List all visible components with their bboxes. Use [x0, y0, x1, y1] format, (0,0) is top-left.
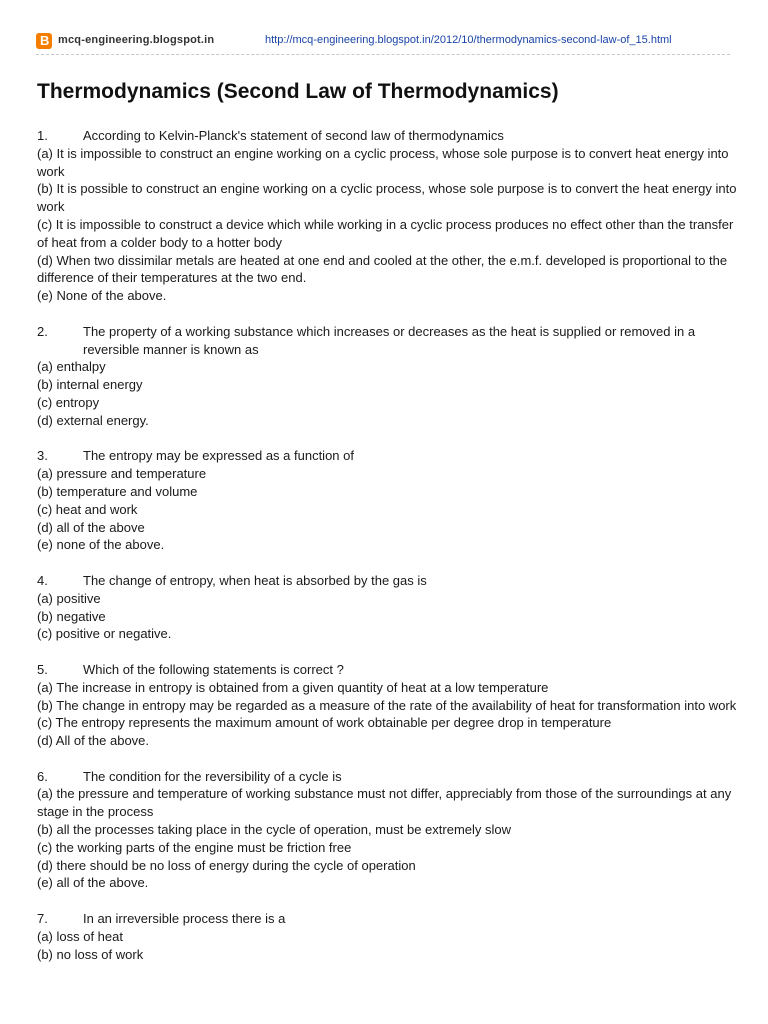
question-text: The condition for the reversibility of a cycle is — [83, 768, 342, 784]
answer-option: (a) The increase in entropy is obtained from a given quantity of heat at a low temperature — [37, 679, 549, 695]
question-text: The entropy may be expressed as a function of — [83, 448, 354, 464]
answer-option: (c) The entropy represents the maximum amount of work obtainable per degree drop in temperature — [37, 715, 612, 731]
answer-option: (b) It is possible to construct an engine working on a cyclic process, whose sole purpose is to convert the heat energy into work — [37, 181, 737, 215]
answer-option: (d) there should be no loss of energy during the cycle of operation — [37, 857, 416, 873]
question-stem — [37, 910, 737, 928]
question-list — [37, 127, 737, 981]
answer-option: (c) It is impossible to construct a device which while working in a cyclic process produces no effect other than the transfer of heat from a colder body to a hotter body — [37, 216, 734, 250]
answer-option: (b) temperature and volume — [37, 483, 198, 499]
question-number: 3. — [37, 448, 48, 464]
question-stem — [37, 572, 737, 590]
answer-option: (a) enthalpy — [37, 359, 106, 375]
answer-option: (e) none of the above. — [37, 537, 165, 553]
question-stem — [37, 127, 737, 145]
answer-option: (a) loss of heat — [37, 928, 123, 944]
page-header — [36, 30, 730, 55]
question-block — [37, 768, 737, 893]
question-number: 6. — [37, 768, 48, 784]
question-stem — [37, 323, 737, 359]
answer-option: (b) internal energy — [37, 377, 143, 393]
answer-option: (b) The change in entropy may be regarded as a measure of the rate of the availability of heat for transformation into work — [37, 697, 737, 713]
question-stem — [37, 768, 737, 786]
question-text: According to Kelvin-Planck's statement of second law of thermodynamics — [83, 128, 504, 143]
question-text: The property of a working substance which increases or decreases as the heat is supplied or removed in a reversible manner is known as — [83, 323, 696, 357]
page-title: Thermodynamics (Second Law of Thermodynamics) — [37, 80, 559, 103]
site-name: mcq-engineering.blogspot.in — [58, 34, 215, 46]
question-block — [37, 323, 737, 430]
question-block — [37, 910, 737, 963]
question-stem — [37, 661, 737, 679]
answer-option: (c) the working parts of the engine must be friction free — [37, 839, 352, 855]
answer-option: (a) positive — [37, 590, 101, 606]
answer-option: (d) external energy. — [37, 412, 149, 428]
question-number: 7. — [37, 911, 48, 927]
answer-option: (b) no loss of work — [37, 946, 144, 962]
question-block — [37, 572, 737, 643]
answer-option: (d) all of the above — [37, 519, 145, 535]
answer-option: (c) positive or negative. — [37, 626, 172, 642]
answer-option: (a) pressure and temperature — [37, 466, 207, 482]
answer-option: (d) All of the above. — [37, 733, 150, 749]
question-number: 4. — [37, 572, 48, 588]
question-number: 5. — [37, 661, 48, 677]
question-stem — [37, 447, 737, 465]
question-text: In an irreversible process there is a — [83, 911, 286, 927]
question-number: 1. — [37, 128, 48, 143]
question-number: 2. — [37, 323, 48, 339]
question-text: Which of the following statements is correct ? — [83, 661, 344, 677]
question-block — [37, 127, 737, 305]
question-block — [37, 661, 737, 750]
answer-option: (c) entropy — [37, 394, 100, 410]
answer-option: (e) all of the above. — [37, 875, 149, 891]
blogger-logo-icon: B — [36, 33, 52, 49]
answer-option: (b) negative — [37, 608, 106, 624]
question-block — [37, 447, 737, 554]
answer-option: (d) When two dissimilar metals are heated at one end and cooled at the other, the e.m.f. developed is proportional to the difference of their temperatures at the two end. — [37, 252, 728, 286]
source-url-link[interactable]: http://mcq-engineering.blogspot.in/2012/10/thermodynamics-second-law-of_15.html — [265, 34, 672, 46]
answer-option: (c) heat and work — [37, 501, 138, 517]
answer-option: (b) all the processes taking place in the cycle of operation, must be extremely slow — [37, 822, 512, 838]
answer-option: (a) It is impossible to construct an engine working on a cyclic process, whose sole purpose is to convert heat energy into work — [37, 145, 729, 179]
answer-option: (a) the pressure and temperature of working substance must not differ, appreciably from those of the surroundings at any stage in the process — [37, 786, 732, 820]
question-text: The change of entropy, when heat is absorbed by the gas is — [83, 572, 427, 588]
answer-option: (e) None of the above. — [37, 288, 167, 304]
